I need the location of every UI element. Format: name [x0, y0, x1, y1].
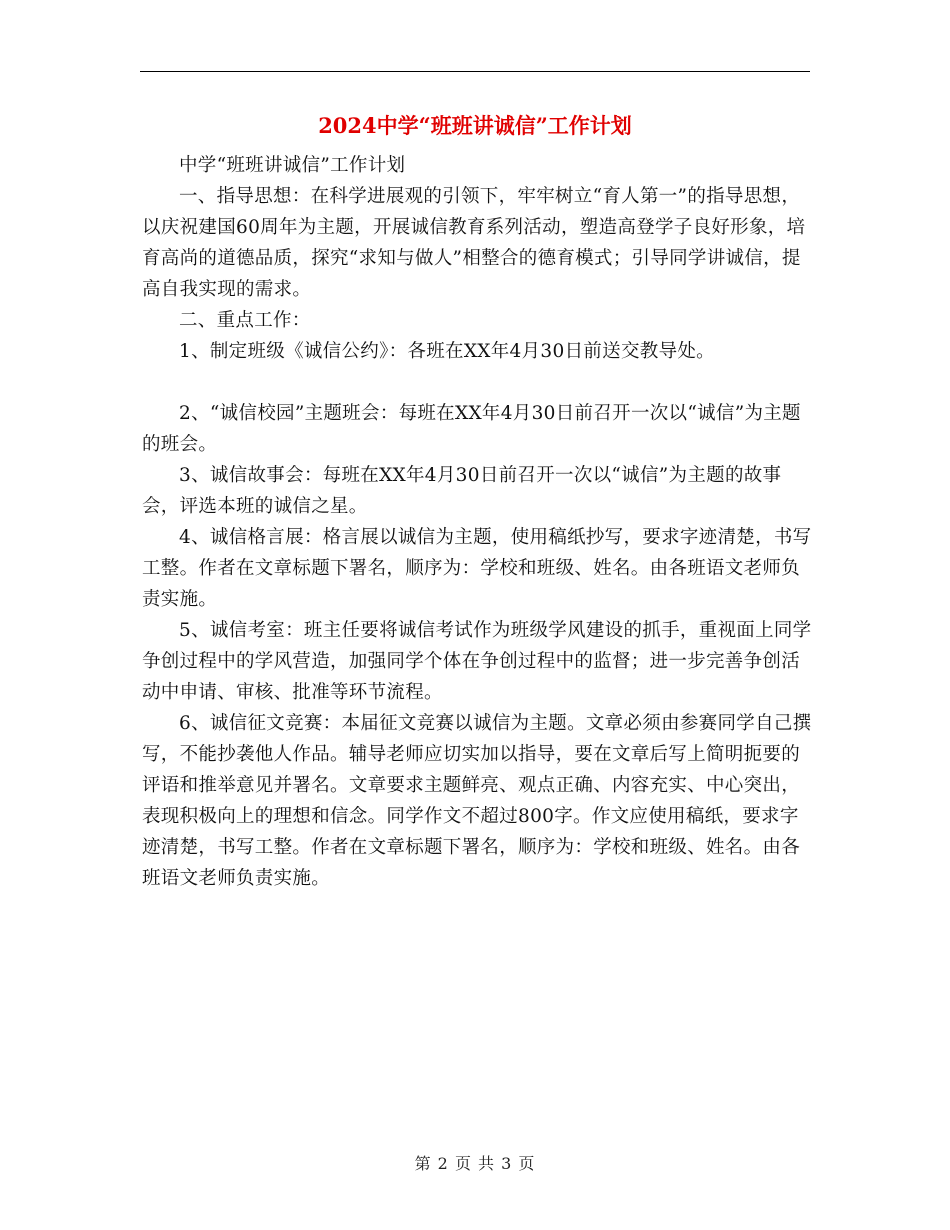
- paragraph-item-4: 4、诚信格言展：格言展以诚信为主题，使用稿纸抄写，要求字迹清楚，书写工整。作者在文章标题下署名，顺序为：学校和班级、姓名。由各班语文老师负责实施。: [142, 527, 812, 610]
- paragraph-subtitle: 中学“班班讲诚信”工作计划: [179, 155, 406, 176]
- paragraph-item-2: 2、“诚信校园”主题班会：每班在XX年4月30日前召开一次以“诚信”为主题的班会。: [142, 403, 801, 455]
- document-body: [142, 150, 814, 894]
- paragraph-item-5: 5、诚信考室：班主任要将诚信考试作为班级学风建设的抓手，重视面上同学争创过程中的学风营造，加强同学个体在争创过程中的监督；进一步完善争创活动中申请、审核、批准等环节流程。: [142, 620, 812, 703]
- header-rule: [140, 71, 810, 72]
- paragraph-item-6: 6、诚信征文竞赛：本届征文竞赛以诚信为主题。文章必须由参赛同学自己撰写，不能抄袭他人作品。辅导老师应切实加以指导，要在文章后写上简明扼要的评语和推举意见并署名。文章要求主题鲜亮、观点正确、内容充实、中心突出，表现积极向上的理想和信念。同学作文不超过800字。作文应使用稿纸，要求字迹清楚，书写工整。作者在文章标题下署名，顺序为：学校和班级、姓名。由各班语文老师负责实施。: [142, 713, 812, 889]
- paragraph-item-1: 1、制定班级《诚信公约》：各班在XX年4月30日前送交教导处。: [179, 341, 715, 362]
- paragraph-item-3: 3、诚信故事会：每班在XX年4月30日前召开一次以“诚信”为主题的故事会，评选本班的诚信之星。: [142, 465, 782, 517]
- document-title: 2024中学“班班讲诚信”工作计划: [318, 113, 632, 138]
- paragraph-key-work-heading: 二、重点工作：: [179, 310, 311, 331]
- paragraph-guiding-ideology: 一、指导思想：在科学进展观的引领下，牢牢树立“育人第一”的指导思想，以庆祝建国60周年为主题，开展诚信教育系列活动，塑造高登学子良好形象，培育高尚的道德品质，探究“求知与做人”相整合的德育模式；引导同学讲诚信，提高自我实现的需求。: [142, 186, 806, 300]
- page-number-footer: 第 2 页 共 3 页: [414, 1154, 536, 1173]
